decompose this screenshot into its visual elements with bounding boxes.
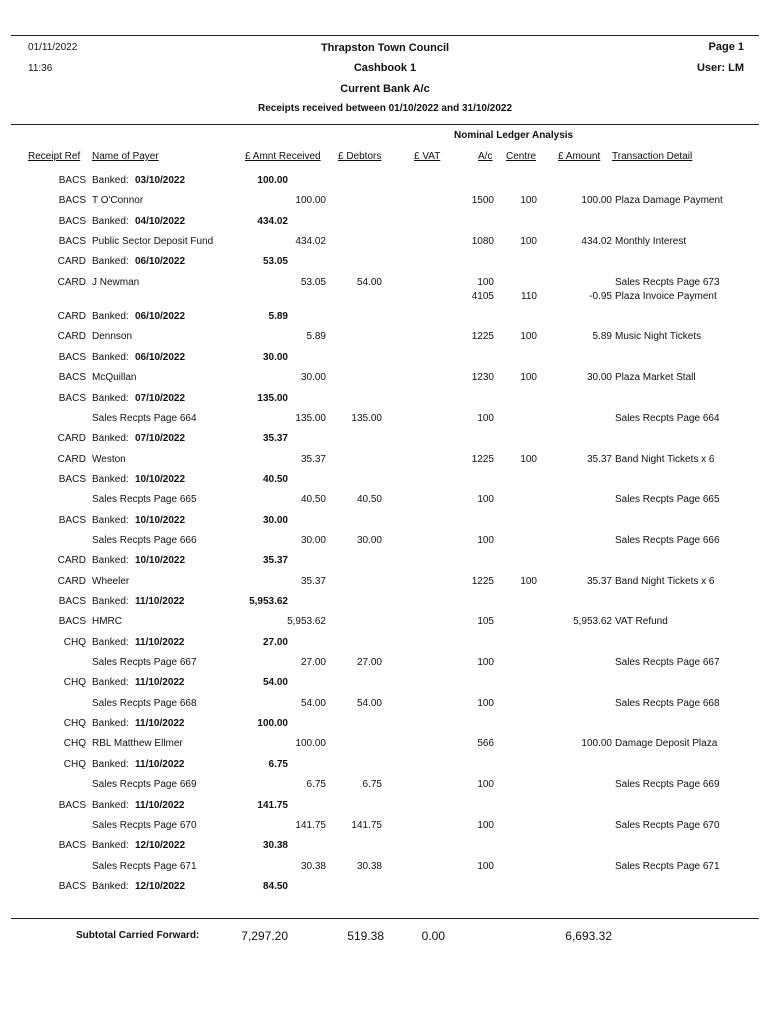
payer-name: Public Sector Deposit Fund xyxy=(92,236,214,248)
banked-label: Banked: xyxy=(92,433,129,445)
banked-date: 03/10/2022 xyxy=(135,175,186,186)
council-name: Thrapston Town Council xyxy=(320,42,450,54)
banked-row xyxy=(0,637,770,655)
nominal-amount: 434.02 xyxy=(581,236,612,248)
col-ac: A/c xyxy=(478,151,493,162)
account-title: Current Bank A/c xyxy=(340,83,430,95)
subtotal-amnt: 7,297.20 xyxy=(241,929,288,943)
page-number: Page 1 xyxy=(708,41,744,53)
banked-row xyxy=(0,515,770,533)
receipt-row xyxy=(0,331,770,349)
receipt-type: CHQ xyxy=(63,758,86,770)
banked-row xyxy=(0,596,770,614)
banked-row xyxy=(0,474,770,492)
amount-received: 30.00 xyxy=(300,372,326,384)
receipt-row xyxy=(0,276,770,302)
cost-centre: 100 xyxy=(520,453,537,465)
transaction-detail: Sales Recpts Page 668 xyxy=(615,697,720,709)
banked-label: Banked: xyxy=(92,514,129,526)
cost-centre: 100 xyxy=(520,575,537,587)
banked-label: Banked: xyxy=(92,596,129,607)
banked-total: 27.00 xyxy=(262,636,288,648)
col-payer: Name of Payer xyxy=(92,151,159,162)
receipt-type: BACS xyxy=(58,392,86,404)
banked-row xyxy=(0,555,770,573)
amount-received: 54.00 xyxy=(300,697,326,709)
amount-received: 434.02 xyxy=(295,236,326,248)
transaction-detail: Sales Recpts Page 667 xyxy=(615,657,720,669)
banked-row xyxy=(0,759,770,777)
nominal-ac: 1080 xyxy=(471,236,494,248)
transaction-detail: Sales Recpts Page 670 xyxy=(615,819,720,831)
cost-centre: 100 xyxy=(520,236,537,248)
amount-received: 100.00 xyxy=(295,195,326,207)
banked-label: Banked: xyxy=(92,175,129,186)
payer-name: Wheeler xyxy=(92,575,130,587)
transaction-detail: Band Night Tickets x 6 xyxy=(615,453,715,465)
banked-date: 06/10/2022 xyxy=(135,311,186,323)
receipt-row xyxy=(0,738,770,756)
transaction-detail: Plaza Damage Payment xyxy=(615,195,723,207)
receipt-type: BACS xyxy=(58,514,86,526)
receipt-type: BACS xyxy=(58,799,86,811)
transaction-detail: Sales Recpts Page 664 xyxy=(615,412,720,424)
receipt-type: CARD xyxy=(57,331,86,343)
banked-date: 04/10/2022 xyxy=(135,215,186,227)
col-vat: £ VAT xyxy=(414,151,441,162)
cashbook-title: Cashbook 1 xyxy=(353,62,417,74)
transaction-detail: Plaza Invoice Payment xyxy=(615,290,717,302)
column-headers xyxy=(0,151,770,169)
banked-total: 434.02 xyxy=(257,215,288,227)
nominal-ac: 1225 xyxy=(471,575,494,587)
receipt-row xyxy=(0,236,770,254)
nominal-ac: 100 xyxy=(477,276,494,288)
col-centre: Centre xyxy=(506,151,537,162)
receipt-row xyxy=(0,535,770,553)
report-date: 01/11/2022 xyxy=(28,42,78,53)
nominal-ac: 566 xyxy=(477,738,494,750)
banked-row xyxy=(0,840,770,858)
nominal-amount: 5,953.62 xyxy=(573,616,612,628)
top-rule xyxy=(11,35,759,36)
nominal-ac: 1230 xyxy=(471,372,494,384)
banked-total: 100.00 xyxy=(257,718,288,730)
cost-centre: 100 xyxy=(520,372,537,384)
transaction-detail: Sales Recpts Page 666 xyxy=(615,534,720,546)
amount-received: 135.00 xyxy=(295,412,326,424)
transaction-detail: Sales Recpts Page 669 xyxy=(615,779,720,791)
header-rule xyxy=(11,124,759,125)
receipt-type: CARD xyxy=(57,453,86,465)
debtors-amount: 141.75 xyxy=(351,819,382,831)
amount-received: 141.75 xyxy=(295,819,326,831)
receipt-row xyxy=(0,494,770,512)
receipt-type: BACS xyxy=(58,236,86,248)
payer-name: J Newman xyxy=(92,276,140,288)
banked-date: 10/10/2022 xyxy=(135,555,186,567)
receipt-row xyxy=(0,454,770,472)
banked-date: 11/10/2022 xyxy=(135,799,185,811)
transaction-detail: Sales Recpts Page 671 xyxy=(615,860,720,872)
nominal-ac: 1225 xyxy=(471,453,494,465)
banked-total: 30.38 xyxy=(262,840,288,852)
receipt-type: BACS xyxy=(58,473,86,485)
banked-row xyxy=(0,175,770,193)
amount-received: 5.89 xyxy=(306,331,326,343)
banked-total: 5.89 xyxy=(268,311,288,323)
payer-name: McQuillan xyxy=(92,372,137,384)
nominal-ac: 105 xyxy=(477,616,494,628)
banked-total: 35.37 xyxy=(262,555,288,567)
banked-label: Banked: xyxy=(92,555,129,567)
payer-name: Sales Recpts Page 669 xyxy=(92,779,197,791)
banked-label: Banked: xyxy=(92,718,129,730)
banked-row xyxy=(0,216,770,234)
banked-total: 5,953.62 xyxy=(249,596,288,607)
nominal-ledger-heading: Nominal Ledger Analysis xyxy=(454,130,574,141)
col-detail: Transaction Detail xyxy=(612,151,693,162)
payer-name: Weston xyxy=(92,453,126,465)
banked-total: 30.00 xyxy=(262,514,288,526)
receipt-type: CARD xyxy=(57,555,86,567)
amount-received: 5,953.62 xyxy=(287,616,326,628)
banked-total: 141.75 xyxy=(257,799,288,811)
payer-name: Sales Recpts Page 670 xyxy=(92,819,197,831)
cost-centre: 100 xyxy=(520,331,537,343)
footer-rule xyxy=(11,918,759,919)
receipt-row xyxy=(0,372,770,390)
banked-date: 06/10/2022 xyxy=(135,256,186,268)
debtors-amount: 27.00 xyxy=(356,657,382,669)
payer-name: Sales Recpts Page 666 xyxy=(92,534,197,546)
banked-total: 40.50 xyxy=(262,473,288,485)
banked-total: 53.05 xyxy=(262,256,288,268)
amount-received: 35.37 xyxy=(300,453,326,465)
receipt-type: CHQ xyxy=(63,738,86,750)
receipt-type: BACS xyxy=(58,175,86,186)
banked-row xyxy=(0,677,770,695)
receipt-row xyxy=(0,616,770,634)
banked-date: 10/10/2022 xyxy=(135,473,186,485)
receipt-type: BACS xyxy=(58,596,86,607)
amount-received: 30.00 xyxy=(300,534,326,546)
banked-label: Banked: xyxy=(92,677,129,689)
col-debtors: £ Debtors xyxy=(338,151,382,162)
banked-date: 11/10/2022 xyxy=(135,758,185,770)
nominal-ac: 100 xyxy=(477,860,494,872)
payer-name: Sales Recpts Page 665 xyxy=(92,494,197,506)
amount-received: 27.00 xyxy=(300,657,326,669)
col-amnt-received: £ Amnt Received xyxy=(245,151,321,162)
amount-received: 53.05 xyxy=(300,276,326,288)
banked-row xyxy=(0,881,770,899)
banked-label: Banked: xyxy=(92,311,129,323)
banked-label: Banked: xyxy=(92,840,129,852)
transaction-detail: Band Night Tickets x 6 xyxy=(615,575,715,587)
banked-row xyxy=(0,256,770,274)
banked-label: Banked: xyxy=(92,215,129,227)
banked-date: 11/10/2022 xyxy=(135,636,185,648)
amount-received: 30.38 xyxy=(300,860,326,872)
subtotal-label: Subtotal Carried Forward: xyxy=(76,930,200,941)
banked-row xyxy=(0,433,770,451)
receipt-row xyxy=(0,820,770,838)
banked-total: 54.00 xyxy=(262,677,288,689)
banked-date: 06/10/2022 xyxy=(135,351,186,363)
receipt-row xyxy=(0,779,770,797)
banked-date: 12/10/2022 xyxy=(135,880,186,892)
receipt-row xyxy=(0,413,770,431)
receipt-row xyxy=(0,861,770,879)
receipt-type: CARD xyxy=(57,311,86,323)
amount-received: 6.75 xyxy=(306,779,326,791)
payer-name: RBL Matthew Ellmer xyxy=(92,738,183,750)
receipt-type: CARD xyxy=(57,276,86,288)
debtors-amount: 135.00 xyxy=(351,412,382,424)
debtors-amount: 30.38 xyxy=(356,860,382,872)
payer-name: HMRC xyxy=(92,616,122,628)
nominal-amount: 100.00 xyxy=(581,195,612,207)
receipt-type: BACS xyxy=(58,616,86,628)
debtors-amount: 6.75 xyxy=(362,779,382,791)
transaction-detail: Sales Recpts Page 673 xyxy=(615,276,720,288)
nominal-ac: 100 xyxy=(477,494,494,506)
receipt-type: BACS xyxy=(58,880,86,892)
banked-row xyxy=(0,393,770,411)
cost-centre: 110 xyxy=(521,290,537,302)
banked-label: Banked: xyxy=(92,473,129,485)
transaction-detail: Music Night Tickets xyxy=(615,331,702,343)
receipt-row xyxy=(0,576,770,594)
nominal-amount: 100.00 xyxy=(581,738,612,750)
banked-total: 35.37 xyxy=(262,433,288,445)
receipt-type: CARD xyxy=(57,256,86,268)
debtors-amount: 40.50 xyxy=(356,494,382,506)
banked-total: 84.50 xyxy=(262,880,288,892)
amount-received: 100.00 xyxy=(295,738,326,750)
cost-centre: 100 xyxy=(520,195,537,207)
banked-date: 11/10/2022 xyxy=(135,677,185,689)
receipt-row xyxy=(0,698,770,716)
transaction-detail: VAT Refund xyxy=(615,616,668,628)
payer-name: Sales Recpts Page 667 xyxy=(92,657,197,669)
debtors-amount: 30.00 xyxy=(356,534,382,546)
payer-name: T O'Connor xyxy=(92,195,144,207)
banked-date: 07/10/2022 xyxy=(135,392,186,404)
receipt-row xyxy=(0,657,770,675)
nominal-amount: -0.95 xyxy=(589,290,612,302)
payer-name: Sales Recpts Page 664 xyxy=(92,412,197,424)
banked-label: Banked: xyxy=(92,351,129,363)
nominal-amount: 30.00 xyxy=(586,372,612,384)
transaction-detail: Sales Recpts Page 665 xyxy=(615,494,720,506)
payer-name: Sales Recpts Page 671 xyxy=(92,860,197,872)
banked-label: Banked: xyxy=(92,799,129,811)
banked-label: Banked: xyxy=(92,256,129,268)
banked-row xyxy=(0,311,770,329)
receipt-type: BACS xyxy=(58,372,86,384)
receipt-type: BACS xyxy=(58,840,86,852)
user-label: User: LM xyxy=(696,62,744,74)
report-time: 11:36 xyxy=(28,63,53,74)
banked-label: Banked: xyxy=(92,636,129,648)
subtotal-debtors: 519.38 xyxy=(347,929,384,943)
receipt-type: CARD xyxy=(57,575,86,587)
banked-row xyxy=(0,718,770,736)
receipt-row xyxy=(0,195,770,213)
col-amount: £ Amount xyxy=(558,151,601,162)
banked-date: 07/10/2022 xyxy=(135,433,186,445)
banked-total: 135.00 xyxy=(257,392,288,404)
nominal-ac: 100 xyxy=(477,819,494,831)
receipt-type: CHQ xyxy=(63,636,86,648)
nominal-ac: 100 xyxy=(477,697,494,709)
subtotal-vat: 0.00 xyxy=(421,929,445,943)
nominal-amount: 5.89 xyxy=(592,331,612,343)
banked-total: 6.75 xyxy=(268,758,288,770)
subtotal-amount: 6,693.32 xyxy=(565,929,612,943)
nominal-ac: 100 xyxy=(477,412,494,424)
transaction-detail: Plaza Market Stall xyxy=(615,372,696,384)
receipt-type: BACS xyxy=(58,351,86,363)
banked-label: Banked: xyxy=(92,880,129,892)
receipt-type: BACS xyxy=(58,215,86,227)
banked-total: 100.00 xyxy=(257,175,288,186)
amount-received: 40.50 xyxy=(300,494,326,506)
banked-label: Banked: xyxy=(92,758,129,770)
nominal-amount: 35.37 xyxy=(586,575,612,587)
period-title: Receipts received between 01/10/2022 and 31/10/2022 xyxy=(257,103,513,114)
transaction-detail: Monthly Interest xyxy=(615,236,687,248)
receipt-type: BACS xyxy=(58,195,86,207)
nominal-ac: 1225 xyxy=(471,331,494,343)
nominal-amount: 35.37 xyxy=(586,453,612,465)
debtors-amount: 54.00 xyxy=(356,697,382,709)
col-receipt-ref: Receipt Ref xyxy=(28,151,81,162)
subtotal-row xyxy=(0,929,770,949)
banked-date: 11/10/2022 xyxy=(135,718,185,730)
nominal-ac: 100 xyxy=(477,534,494,546)
banked-date: 12/10/2022 xyxy=(135,840,186,852)
banked-date: 10/10/2022 xyxy=(135,514,186,526)
receipt-type: CARD xyxy=(57,433,86,445)
banked-row xyxy=(0,352,770,370)
payer-name: Sales Recpts Page 668 xyxy=(92,697,197,709)
banked-date: 11/10/2022 xyxy=(135,596,185,607)
nominal-ac: 100 xyxy=(477,779,494,791)
banked-row xyxy=(0,800,770,818)
nominal-ac: 1500 xyxy=(471,195,494,207)
nominal-ac: 100 xyxy=(477,657,494,669)
transaction-detail: Damage Deposit Plaza xyxy=(615,738,718,750)
payer-name: Dennson xyxy=(92,331,133,343)
banked-label: Banked: xyxy=(92,392,129,404)
nominal-ac: 4105 xyxy=(471,290,494,302)
receipt-type: CHQ xyxy=(63,677,86,689)
banked-total: 30.00 xyxy=(262,351,288,363)
debtors-amount: 54.00 xyxy=(356,276,382,288)
amount-received: 35.37 xyxy=(300,575,326,587)
receipt-type: CHQ xyxy=(63,718,86,730)
